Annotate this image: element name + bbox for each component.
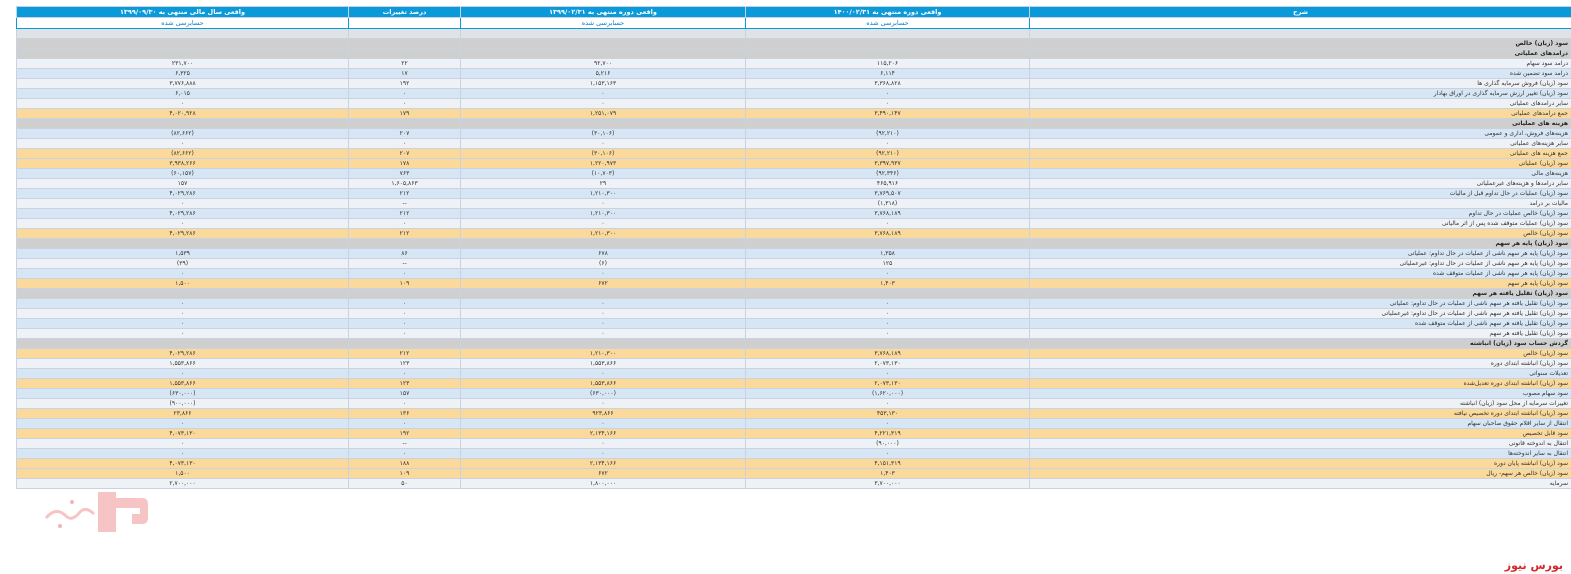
value-change-percent: -- <box>349 439 461 449</box>
value-period-1400: ۰ <box>746 419 1030 429</box>
subheader-audited-2: حسابرسی شده <box>461 18 746 29</box>
header-fiscal-year: واقعی سال مالی منتهی به ۱۳۹۹/۰۹/۳۰ <box>17 7 349 18</box>
value-period-1400: (۹۰,۰۰۰) <box>746 439 1030 449</box>
value-period-1400: ۰ <box>746 309 1030 319</box>
value-change-percent: ۱۰۹ <box>349 469 461 479</box>
section-row <box>17 289 1571 299</box>
value-period-1400: ۰ <box>746 269 1030 279</box>
table-row <box>17 69 1571 79</box>
value-period-1399 <box>461 49 746 59</box>
row-label: سود (زیان) خالص <box>1030 39 1571 49</box>
row-label: جمع درامدهای عملیاتی <box>1030 109 1571 119</box>
value-period-1399: (۳۰,۱۰۶) <box>461 149 746 159</box>
row-label: سود (زیان) خالص هر سهم- ریال <box>1030 469 1571 479</box>
table-row <box>17 449 1571 459</box>
value-fiscal-year: ۰ <box>17 139 349 149</box>
value-fiscal-year <box>17 289 349 299</box>
value-period-1400 <box>746 239 1030 249</box>
value-fiscal-year: ۰ <box>17 319 349 329</box>
value-period-1400: ۴,۱۵۱,۳۱۹ <box>746 459 1030 469</box>
header-change-percent: درصد تغییرات <box>349 7 461 18</box>
value-change-percent: ۲۲ <box>349 59 461 69</box>
row-label: گردش حساب سود (زیان) انباشته <box>1030 339 1571 349</box>
value-change-percent: ۱۷ <box>349 69 461 79</box>
value-fiscal-year: ۱,۵۰۰ <box>17 279 349 289</box>
value-fiscal-year: ۴,۰۲۰,۹۲۸ <box>17 109 349 119</box>
value-change-percent: ۰ <box>349 139 461 149</box>
value-period-1399: ۱,۵۵۳,۸۶۶ <box>461 359 746 369</box>
value-change-percent <box>349 119 461 129</box>
value-change-percent: ۱۲۳ <box>349 379 461 389</box>
value-period-1399: ۰ <box>461 439 746 449</box>
value-period-1399: ۰ <box>461 369 746 379</box>
value-period-1400: ۱۱۵,۲۰۶ <box>746 59 1030 69</box>
value-period-1400 <box>746 119 1030 129</box>
value-period-1400: ۲,۰۷۳,۱۳۰ <box>746 359 1030 369</box>
value-period-1399: ۰ <box>461 329 746 339</box>
value-period-1400: ۱,۴۰۳ <box>746 279 1030 289</box>
income-statement-table <box>16 6 1571 489</box>
value-period-1399: ۰ <box>461 199 746 209</box>
value-period-1400: ۰ <box>746 399 1030 409</box>
value-fiscal-year: ۱۵۷ <box>17 179 349 189</box>
row-label: درامدهای عملیاتی <box>1030 49 1571 59</box>
value-period-1399: (۳۰,۱۰۶) <box>461 129 746 139</box>
value-fiscal-year: ۴,۰۲۹,۲۸۶ <box>17 349 349 359</box>
value-period-1400: ۰ <box>746 219 1030 229</box>
value-period-1400: ۳,۷۶۸,۱۸۹ <box>746 209 1030 219</box>
value-period-1400: ۰ <box>746 89 1030 99</box>
section-row <box>17 49 1571 59</box>
value-change-percent: ۷۶۳ <box>349 169 461 179</box>
table-row <box>17 99 1571 109</box>
value-change-percent: ۲۰۷ <box>349 149 461 159</box>
row-label: سود (زیان) تقلیل یافته هر سهم ناشی از عملیات در حال تداوم: غیرعملیاتی <box>1030 309 1571 319</box>
value-fiscal-year: (۹۰۰,۰۰۰) <box>17 399 349 409</box>
table-row <box>17 89 1571 99</box>
table-row <box>17 79 1571 89</box>
value-period-1400: (۱,۳۱۸) <box>746 199 1030 209</box>
table-row <box>17 479 1571 489</box>
table-row <box>17 209 1571 219</box>
value-period-1399: (۶۳۰,۰۰۰) <box>461 389 746 399</box>
row-label: سود (زیان) پایه هر سهم ناشی از عملیات در حال تداوم: عملیاتی <box>1030 249 1571 259</box>
value-period-1400: ۱,۴۰۳ <box>746 469 1030 479</box>
table-row <box>17 409 1571 419</box>
value-period-1399: ۱,۲۱۰,۳۰۰ <box>461 189 746 199</box>
table-row <box>17 139 1571 149</box>
table-row <box>17 129 1571 139</box>
row-label: سود (زیان) تغییر ارزش سرمایه گذاری در اوراق بهادار <box>1030 89 1571 99</box>
value-period-1399 <box>461 119 746 129</box>
value-fiscal-year: ۲,۷۰۰,۰۰۰ <box>17 479 349 489</box>
spacer-row <box>17 29 1571 39</box>
row-label: سود (زیان) فروش سرمایه گذاری ها <box>1030 79 1571 89</box>
value-fiscal-year <box>17 239 349 249</box>
value-fiscal-year: ۰ <box>17 329 349 339</box>
value-fiscal-year: ۰ <box>17 369 349 379</box>
table-row <box>17 179 1571 189</box>
row-label: سود سهام مصوب <box>1030 389 1571 399</box>
value-fiscal-year: ۰ <box>17 219 349 229</box>
value-fiscal-year: (۸۲,۶۶۲) <box>17 149 349 159</box>
subheader-audited-3: حسابرسی شده <box>17 18 349 29</box>
row-label: سود (زیان) پایه هر سهم ناشی از عملیات متوقف شده <box>1030 269 1571 279</box>
value-change-percent: ۰ <box>349 369 461 379</box>
value-fiscal-year: ۱,۵۵۳,۸۶۶ <box>17 379 349 389</box>
value-period-1400: (۹۲,۲۱۰) <box>746 129 1030 139</box>
value-change-percent: ۱۵۷ <box>349 389 461 399</box>
value-fiscal-year: ۰ <box>17 269 349 279</box>
value-period-1399: ۰ <box>461 419 746 429</box>
value-period-1399: ۱,۲۱۰,۳۰۰ <box>461 209 746 219</box>
value-change-percent: ۱۸۸ <box>349 459 461 469</box>
value-fiscal-year: ۳,۷۷۶,۸۸۸ <box>17 79 349 89</box>
value-period-1399: ۰ <box>461 139 746 149</box>
value-change-percent: -- <box>349 259 461 269</box>
value-period-1399: ۰ <box>461 319 746 329</box>
value-change-percent: ۰ <box>349 99 461 109</box>
value-change-percent: ۱۲۳ <box>349 359 461 369</box>
value-change-percent: ۲۱۲ <box>349 209 461 219</box>
table-row <box>17 219 1571 229</box>
value-change-percent: ۱۰۹ <box>349 279 461 289</box>
row-label: سود (زیان) عملیاتی <box>1030 159 1571 169</box>
value-period-1400: ۰ <box>746 299 1030 309</box>
value-period-1400: (۹۲,۲۱۰) <box>746 149 1030 159</box>
value-fiscal-year: ۴,۰۲۹,۲۸۶ <box>17 209 349 219</box>
value-change-percent: ۲۰۷ <box>349 129 461 139</box>
value-change-percent: ۱,۶۰۵,۸۶۳ <box>349 179 461 189</box>
value-period-1400: ۴۶۵,۹۱۶ <box>746 179 1030 189</box>
section-row <box>17 239 1571 249</box>
value-period-1399: ۰ <box>461 399 746 409</box>
value-fiscal-year <box>17 39 349 49</box>
value-fiscal-year: ۴,۰۷۳,۱۳۰ <box>17 429 349 439</box>
table-row <box>17 429 1571 439</box>
value-change-percent: ۵۰ <box>349 479 461 489</box>
header-period-1400: واقعی دوره منتهی به ۱۴۰۰/۰۲/۳۱ <box>746 7 1030 18</box>
value-period-1400: ۰ <box>746 139 1030 149</box>
bourse-news-watermark-logo <box>42 488 152 536</box>
value-fiscal-year: ۰ <box>17 419 349 429</box>
section-row <box>17 119 1571 129</box>
value-fiscal-year <box>17 119 349 129</box>
table-row <box>17 269 1571 279</box>
value-period-1400: ۳,۷۶۸,۱۸۹ <box>746 229 1030 239</box>
subheader-row <box>17 18 1571 29</box>
value-period-1399: ۰ <box>461 449 746 459</box>
value-period-1400: ۰ <box>746 99 1030 109</box>
row-label: سود (زیان) تقلیل یافته هر سهم ناشی از عملیات در حال تداوم: عملیاتی <box>1030 299 1571 309</box>
table-row <box>17 389 1571 399</box>
value-change-percent: ۱۳۶ <box>349 409 461 419</box>
table-row <box>17 259 1571 269</box>
value-change-percent: ۱۹۲ <box>349 429 461 439</box>
value-period-1400: ۶,۱۱۴ <box>746 69 1030 79</box>
table-row <box>17 319 1571 329</box>
value-period-1400: ۰ <box>746 329 1030 339</box>
value-period-1399: ۹۲,۷۰۰ <box>461 59 746 69</box>
value-change-percent: ۰ <box>349 309 461 319</box>
row-label: سود (زیان) خالص <box>1030 349 1571 359</box>
value-change-percent: ۰ <box>349 299 461 309</box>
table-row <box>17 249 1571 259</box>
value-period-1400: ۳,۷۶۸,۱۸۹ <box>746 349 1030 359</box>
row-label: سرمایه <box>1030 479 1571 489</box>
table-body <box>17 39 1571 489</box>
value-period-1399: ۶۷۲ <box>461 469 746 479</box>
row-label: سود (زیان) تقلیل یافته هر سهم ناشی از عملیات متوقف شده <box>1030 319 1571 329</box>
value-fiscal-year: ۰ <box>17 449 349 459</box>
table-row <box>17 229 1571 239</box>
table-row <box>17 349 1571 359</box>
value-fiscal-year: ۴,۰۷۳,۱۳۰ <box>17 459 349 469</box>
value-change-percent: ۰ <box>349 399 461 409</box>
table-row <box>17 369 1571 379</box>
value-change-percent <box>349 339 461 349</box>
value-period-1400: ۱,۳۵۸ <box>746 249 1030 259</box>
row-label: سود (زیان) انباشته ابتدای دوره تعدیل‌شده <box>1030 379 1571 389</box>
value-period-1400: ۳,۷۰۰,۰۰۰ <box>746 479 1030 489</box>
row-label: سود (زیان) پایه هر سهم <box>1030 239 1571 249</box>
row-label: انتقال به سایر اندوخته‌ها <box>1030 449 1571 459</box>
row-label: سایر درامدها و هزینه‌های غیرعملیاتی <box>1030 179 1571 189</box>
value-period-1399 <box>461 239 746 249</box>
value-period-1399: ۰ <box>461 309 746 319</box>
value-period-1399: ۶۷۸ <box>461 249 746 259</box>
value-period-1400: ۱۲۵ <box>746 259 1030 269</box>
value-change-percent: ۰ <box>349 219 461 229</box>
value-period-1399: ۲,۱۳۴,۱۶۶ <box>461 459 746 469</box>
value-period-1400 <box>746 289 1030 299</box>
value-fiscal-year: ۰ <box>17 99 349 109</box>
table-row <box>17 169 1571 179</box>
header-row <box>17 7 1571 18</box>
value-change-percent: ۱۷۹ <box>349 109 461 119</box>
value-fiscal-year: ۰ <box>17 299 349 309</box>
table-row <box>17 149 1571 159</box>
value-change-percent <box>349 49 461 59</box>
table-row <box>17 279 1571 289</box>
value-fiscal-year: ۲۳,۸۶۶ <box>17 409 349 419</box>
value-period-1399 <box>461 289 746 299</box>
row-label: تعدیلات سنواتی <box>1030 369 1571 379</box>
row-label: سود (زیان) پایه هر سهم <box>1030 279 1571 289</box>
table-row <box>17 159 1571 169</box>
subheader-audited-1: حسابرسی شده <box>746 18 1030 29</box>
value-period-1399: ۲,۱۳۴,۱۶۶ <box>461 429 746 439</box>
value-period-1400: ۳,۴۹۰,۱۴۷ <box>746 109 1030 119</box>
value-change-percent: ۲۱۲ <box>349 189 461 199</box>
value-period-1399: ۱,۲۱۰,۳۰۰ <box>461 229 746 239</box>
row-label: سود (زیان) انباشته پایان دوره <box>1030 459 1571 469</box>
row-label: سود (زیان) عملیات متوقف شده پس از اثر مالیاتی <box>1030 219 1571 229</box>
value-period-1399: ۰ <box>461 219 746 229</box>
row-label: سود (زیان) عملیات در حال تداوم قبل از مالیات <box>1030 189 1571 199</box>
table-row <box>17 309 1571 319</box>
row-label: سود (زیان) پایه هر سهم ناشی از عملیات در حال تداوم: غیرعملیاتی <box>1030 259 1571 269</box>
header-period-1399: واقعی دوره منتهی به ۱۳۹۹/۰۲/۳۱ <box>461 7 746 18</box>
value-change-percent: ۰ <box>349 269 461 279</box>
row-label: سود (زیان) خالص <box>1030 229 1571 239</box>
value-change-percent: ۰ <box>349 89 461 99</box>
value-fiscal-year: ۳,۹۳۸,۲۶۶ <box>17 159 349 169</box>
value-fiscal-year: ۰ <box>17 199 349 209</box>
table-row <box>17 109 1571 119</box>
table-row <box>17 379 1571 389</box>
value-period-1399: (۶) <box>461 259 746 269</box>
section-row <box>17 339 1571 349</box>
table-row <box>17 439 1571 449</box>
section-row <box>17 39 1571 49</box>
value-change-percent: ۱۷۸ <box>349 159 461 169</box>
table-row <box>17 299 1571 309</box>
value-period-1400: ۳,۳۶۸,۸۲۸ <box>746 79 1030 89</box>
row-label: انتقال از سایر اقلام حقوق صاحبان سهام <box>1030 419 1571 429</box>
value-fiscal-year: ۴,۰۲۹,۲۸۶ <box>17 189 349 199</box>
value-fiscal-year: ۶,۰۱۵ <box>17 89 349 99</box>
row-label: انتقال به اندوخته قانونی <box>1030 439 1571 449</box>
table-row <box>17 59 1571 69</box>
value-change-percent: ۰ <box>349 329 461 339</box>
value-period-1400: ۰ <box>746 449 1030 459</box>
value-fiscal-year: ۱,۵۰۰ <box>17 469 349 479</box>
value-period-1400 <box>746 339 1030 349</box>
row-label: درامد سود سهام <box>1030 59 1571 69</box>
value-period-1399: ۱,۱۵۳,۱۶۳ <box>461 79 746 89</box>
table-row <box>17 419 1571 429</box>
header-description: شرح <box>1030 7 1571 18</box>
row-label: هزینه های عملیاتی <box>1030 119 1571 129</box>
value-period-1399: ۱,۲۵۱,۰۷۹ <box>461 109 746 119</box>
value-change-percent: ۸۶ <box>349 249 461 259</box>
value-period-1399: ۲۹ <box>461 179 746 189</box>
value-change-percent: ۰ <box>349 419 461 429</box>
value-fiscal-year: ۰ <box>17 309 349 319</box>
row-label: هزینه‌های مالی <box>1030 169 1571 179</box>
value-period-1399: (۱۰,۷۰۳) <box>461 169 746 179</box>
value-period-1400: ۳,۷۶۹,۵۰۷ <box>746 189 1030 199</box>
value-period-1400: (۱,۶۲۰,۰۰۰) <box>746 389 1030 399</box>
row-label: سود قابل تخصیص <box>1030 429 1571 439</box>
value-fiscal-year: ۰ <box>17 439 349 449</box>
row-label: سود (زیان) انباشته ابتدای دوره <box>1030 359 1571 369</box>
value-period-1399: ۱,۲۲۰,۹۷۳ <box>461 159 746 169</box>
value-period-1400: ۰ <box>746 319 1030 329</box>
value-change-percent: ۲۱۲ <box>349 229 461 239</box>
value-fiscal-year: ۲۳۱,۷۰۰ <box>17 59 349 69</box>
table-row <box>17 459 1571 469</box>
value-period-1400 <box>746 49 1030 59</box>
financial-table-container <box>16 6 1571 489</box>
value-fiscal-year: (۶۳۰,۰۰۰) <box>17 389 349 399</box>
value-change-percent <box>349 239 461 249</box>
value-period-1400: ۴۵۳,۱۳۰ <box>746 409 1030 419</box>
value-period-1400: ۰ <box>746 369 1030 379</box>
value-period-1399 <box>461 39 746 49</box>
value-fiscal-year: (۸۲,۶۶۲) <box>17 129 349 139</box>
brand-name: بورس نیوز <box>1504 559 1563 572</box>
value-period-1399: ۶۷۲ <box>461 279 746 289</box>
table-row <box>17 199 1571 209</box>
row-label: سایر درامدهای عملیاتی <box>1030 99 1571 109</box>
value-fiscal-year <box>17 49 349 59</box>
row-label: مالیات بر درامد <box>1030 199 1571 209</box>
value-fiscal-year: ۱,۵۳۹ <box>17 249 349 259</box>
value-fiscal-year: ۶,۳۲۵ <box>17 69 349 79</box>
value-period-1400: (۹۲,۳۴۶) <box>746 169 1030 179</box>
row-label: سود (زیان) تقلیل یافته هر سهم <box>1030 289 1571 299</box>
value-period-1400: ۳,۳۹۷,۹۳۷ <box>746 159 1030 169</box>
row-label: سود (زیان) انباشته ابتدای دوره تخصیص نیافته <box>1030 409 1571 419</box>
value-period-1399: ۰ <box>461 299 746 309</box>
value-period-1400: ۲,۰۷۳,۱۳۰ <box>746 379 1030 389</box>
row-label: سود (زیان) خالص عملیات در حال تداوم <box>1030 209 1571 219</box>
row-label: سود (زیان) تقلیل یافته هر سهم <box>1030 329 1571 339</box>
value-change-percent: -- <box>349 199 461 209</box>
value-change-percent <box>349 39 461 49</box>
value-period-1399: ۰ <box>461 269 746 279</box>
row-label: جمع هزینه های عملیاتی <box>1030 149 1571 159</box>
value-fiscal-year: ۴,۰۲۹,۲۸۶ <box>17 229 349 239</box>
value-period-1399 <box>461 339 746 349</box>
value-period-1400: ۴,۲۲۱,۳۱۹ <box>746 429 1030 439</box>
value-change-percent: ۰ <box>349 319 461 329</box>
value-period-1399: ۰ <box>461 99 746 109</box>
value-period-1399: ۵,۲۱۶ <box>461 69 746 79</box>
row-label: درامد سود تضمین شده <box>1030 69 1571 79</box>
subheader-blank <box>1030 18 1571 29</box>
value-period-1400 <box>746 39 1030 49</box>
value-change-percent <box>349 289 461 299</box>
value-change-percent: ۲۱۲ <box>349 349 461 359</box>
table-row <box>17 399 1571 409</box>
row-label: سایر هزینه‌های عملیاتی <box>1030 139 1571 149</box>
value-change-percent: ۱۹۲ <box>349 79 461 89</box>
table-row <box>17 469 1571 479</box>
value-fiscal-year: (۶۰,۱۵۷) <box>17 169 349 179</box>
value-fiscal-year: (۳۹) <box>17 259 349 269</box>
value-period-1399: ۱,۵۵۳,۸۶۶ <box>461 379 746 389</box>
value-fiscal-year: ۱,۵۵۳,۸۶۶ <box>17 359 349 369</box>
value-period-1399: ۱,۲۱۰,۳۰۰ <box>461 349 746 359</box>
table-row <box>17 189 1571 199</box>
value-change-percent: ۰ <box>349 449 461 459</box>
value-fiscal-year <box>17 339 349 349</box>
value-period-1399: ۹۲۳,۸۶۶ <box>461 409 746 419</box>
value-period-1399: ۰ <box>461 89 746 99</box>
row-label: هزینه‌های فروش، اداری و عمومی <box>1030 129 1571 139</box>
table-row <box>17 329 1571 339</box>
subheader-blank-2 <box>349 18 461 29</box>
value-period-1399: ۱,۸۰۰,۰۰۰ <box>461 479 746 489</box>
table-row <box>17 359 1571 369</box>
row-label: تغییرات سرمایه از محل سود (زیان) انباشته <box>1030 399 1571 409</box>
